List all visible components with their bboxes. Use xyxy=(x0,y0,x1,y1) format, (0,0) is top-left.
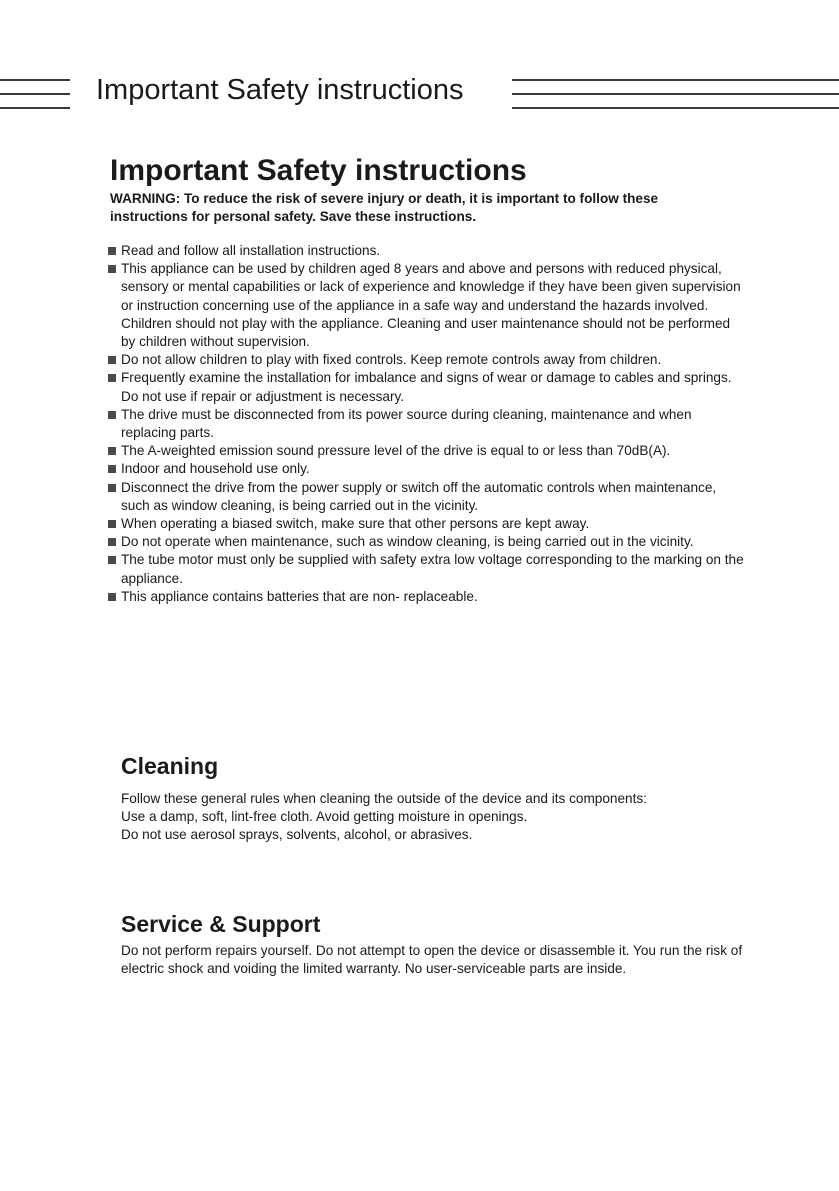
square-bullet-icon xyxy=(108,374,116,382)
header-rule-left-3 xyxy=(0,107,70,109)
safety-item-text: Indoor and household use only. xyxy=(121,461,310,477)
safety-item xyxy=(106,551,746,587)
square-bullet-icon xyxy=(108,447,116,455)
safety-item xyxy=(106,460,746,478)
square-bullet-icon xyxy=(108,265,116,273)
safety-item xyxy=(106,588,746,606)
safety-item-text: Read and follow all installation instructions. xyxy=(121,243,381,258)
header-rule-right-3 xyxy=(512,107,839,109)
safety-item xyxy=(106,442,746,460)
cleaning-line: Follow these general rules when cleaning the outside of the device and its components: xyxy=(121,791,647,806)
service-text: Do not perform repairs yourself. Do not attempt to open the device or disassemble it. You run the risk of electric shock and voiding the limited warranty. No user-serviceable parts are inside. xyxy=(121,943,743,977)
safety-item xyxy=(106,369,746,405)
header-rule-right-2 xyxy=(512,93,839,95)
safety-item xyxy=(106,351,746,369)
safety-list xyxy=(106,242,746,606)
safety-item xyxy=(106,515,746,533)
cleaning-title: Cleaning xyxy=(121,753,219,779)
square-bullet-icon xyxy=(108,520,116,528)
safety-item-text: Do not operate when maintenance, such as window cleaning, is being carried out in the vicinity. xyxy=(121,534,694,550)
header-rule-left-2 xyxy=(0,93,70,95)
square-bullet-icon xyxy=(108,593,116,601)
service-title: Service & Support xyxy=(121,911,321,937)
safety-item xyxy=(106,406,746,442)
safety-item-text: Disconnect the drive from the power supply or switch off the automatic controls when maintenance, such as window cleaning, is being carried out in the vicinity. xyxy=(121,479,717,513)
safety-item-text: Do not allow children to play with fixed controls. Keep remote controls away from children. xyxy=(121,352,662,368)
header-rule-right-1 xyxy=(512,79,839,81)
square-bullet-icon xyxy=(108,465,116,473)
safety-item-text: Frequently examine the installation for imbalance and signs of wear or damage to cables and springs. Do not use if repair or adjustment is necessary. xyxy=(121,370,732,404)
cleaning-line: Do not use aerosol sprays, solvents, alcohol, or abrasives. xyxy=(121,827,473,843)
safety-item xyxy=(106,479,746,515)
safety-title: Important Safety instructions xyxy=(110,154,527,187)
safety-item xyxy=(106,533,746,551)
square-bullet-icon xyxy=(108,356,116,364)
square-bullet-icon xyxy=(108,538,116,546)
safety-item-text: When operating a biased switch, make sure that other persons are kept away. xyxy=(121,516,590,532)
safety-item-text: The drive must be disconnected from its power source during cleaning, maintenance and when replacing parts. xyxy=(121,406,692,441)
page-header-title: Important Safety instructions xyxy=(96,74,464,106)
safety-item xyxy=(106,260,746,351)
square-bullet-icon xyxy=(108,411,116,419)
square-bullet-icon xyxy=(108,247,116,255)
header-rule-left-1 xyxy=(0,79,70,81)
safety-item-text: This appliance can be used by children aged 8 years and above and persons with reduced physical, sensory or mental capabilities or lack of experience and knowledge if they have been given supervision or instruction concerning use of the appliance in a safe way and understand the hazards involved. Children should not play with the appliance. Cleaning and user maintenance should not be performed by children without supervision. xyxy=(121,261,741,350)
safety-item-text: The tube motor must only be supplied with safety extra low voltage corresponding to the marking on the appliance. xyxy=(121,552,744,586)
cleaning-line: Use a damp, soft, lint-free cloth. Avoid getting moisture in openings. xyxy=(121,809,528,825)
cleaning-text xyxy=(121,790,746,845)
safety-item-text: This appliance contains batteries that are non- replaceable. xyxy=(121,588,478,604)
safety-item xyxy=(106,242,746,260)
square-bullet-icon xyxy=(108,556,116,564)
safety-item-text: The A-weighted emission sound pressure level of the drive is equal to or less than 70dB(A). xyxy=(121,443,671,459)
square-bullet-icon xyxy=(108,484,116,492)
safety-warning: WARNING: To reduce the risk of severe injury or death, it is important to follow these instructions for personal safety. Save these instructions. xyxy=(110,191,659,224)
